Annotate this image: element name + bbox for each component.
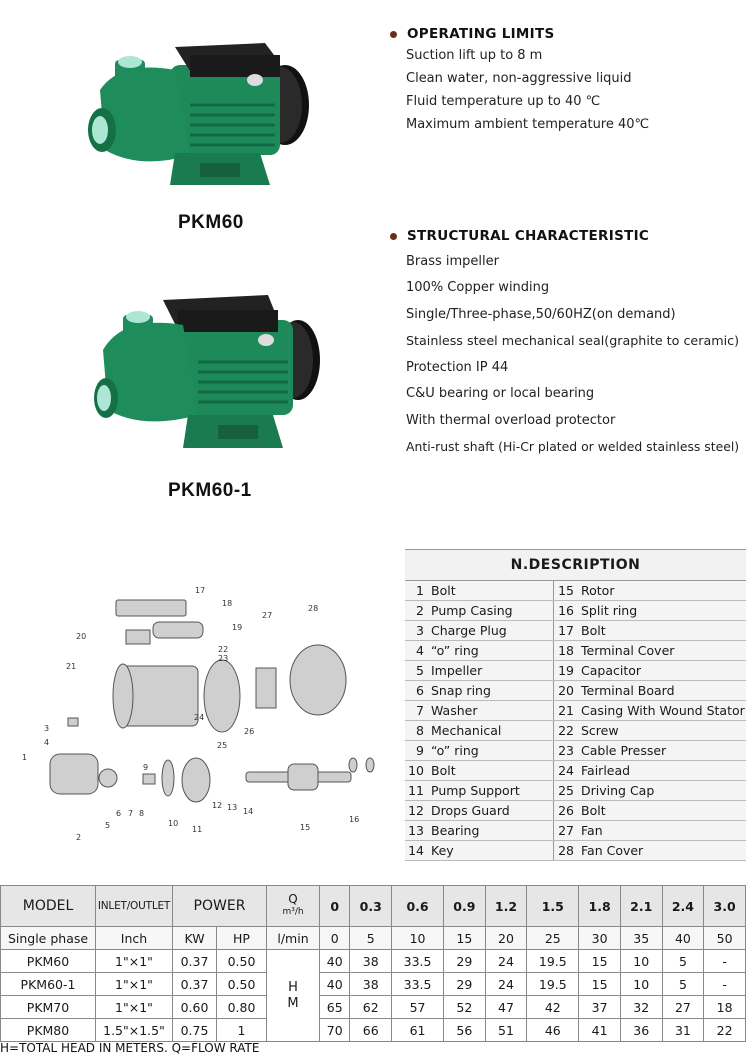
part-number: 27	[553, 821, 579, 841]
head-value: 15	[579, 950, 621, 973]
parts-description-table	[405, 549, 746, 861]
hp-cell: 0.50	[217, 973, 267, 996]
part-number: 3	[405, 621, 429, 641]
head-value: 40	[320, 973, 350, 996]
part-name: Rotor	[579, 581, 746, 601]
part-name: Mechanical	[429, 721, 553, 741]
part-number: 7	[405, 701, 429, 721]
head-value: -	[704, 950, 746, 973]
part-name: Fan Cover	[579, 841, 746, 861]
exploded-view-diagram	[8, 578, 393, 843]
spec-line: 100% Copper winding	[406, 280, 550, 295]
bullet-icon	[390, 233, 397, 240]
part-name: Bolt	[429, 761, 553, 781]
lmin-value: 20	[485, 927, 527, 950]
part-name: Bolt	[579, 801, 746, 821]
part-name: Fan	[579, 821, 746, 841]
inch-label: Inch	[96, 927, 173, 950]
part-number: 5	[405, 661, 429, 681]
diagram-number: 7	[128, 809, 134, 818]
diagram-number: 24	[194, 713, 205, 722]
description-row	[405, 641, 746, 661]
phase-label: Single phase	[1, 927, 96, 950]
description-row	[405, 741, 746, 761]
part-name: Driving Cap	[579, 781, 746, 801]
q-value: 2.1	[620, 886, 662, 927]
head-value: 33.5	[392, 973, 444, 996]
diagram-number: 9	[143, 763, 149, 772]
q-value: 3.0	[704, 886, 746, 927]
description-row	[405, 601, 746, 621]
part-number: 1	[405, 581, 429, 601]
part-name: Casing With Wound Stator	[579, 701, 746, 721]
head-m-label: M	[287, 995, 299, 1011]
lmin-value: 0	[320, 927, 350, 950]
part-number: 24	[553, 761, 579, 781]
diagram-number: 2	[76, 833, 82, 842]
description-row	[405, 581, 746, 601]
head-value: 5	[662, 950, 704, 973]
diagram-number: 27	[262, 611, 273, 620]
inlet-cell: 1.5"×1.5"	[96, 1019, 173, 1042]
q-label: Q	[288, 892, 298, 906]
head-value: 29	[444, 973, 486, 996]
head-value: 52	[444, 996, 486, 1019]
part-name: Terminal Board	[579, 681, 746, 701]
description-row	[405, 621, 746, 641]
description-row	[405, 681, 746, 701]
lmin-label: l/min	[267, 927, 320, 950]
description-row	[405, 761, 746, 781]
head-value: 66	[350, 1019, 392, 1042]
head-value: 19.5	[527, 950, 579, 973]
model-cell: PKM60-1	[1, 973, 96, 996]
diagram-number: 28	[308, 604, 319, 613]
structural-heading	[390, 228, 649, 244]
spec-line: Fluid temperature up to 40 ℃	[406, 94, 601, 109]
spec-line: With thermal overload protector	[406, 413, 616, 428]
part-number: 13	[405, 821, 429, 841]
bullet-icon	[390, 31, 397, 38]
spec-line: Stainless steel mechanical seal(graphite to ceramic)	[406, 333, 740, 348]
description-row	[405, 841, 746, 861]
part-name: Fairlead	[579, 761, 746, 781]
inlet-header: INLET/OUTLET	[96, 886, 173, 927]
head-value: 31	[662, 1019, 704, 1042]
part-number: 22	[553, 721, 579, 741]
head-value: 33.5	[392, 950, 444, 973]
description-row	[405, 781, 746, 801]
part-name: Drops Guard	[429, 801, 553, 821]
lmin-value: 15	[444, 927, 486, 950]
part-name: Capacitor	[579, 661, 746, 681]
perf-header-row	[1, 886, 746, 927]
part-name: Charge Plug	[429, 621, 553, 641]
perf-row	[1, 1019, 746, 1042]
part-name: Washer	[429, 701, 553, 721]
q-value: 0	[320, 886, 350, 927]
spec-line: C&U bearing or local bearing	[406, 386, 595, 401]
diagram-number: 1	[22, 753, 28, 762]
part-name: Terminal Cover	[579, 641, 746, 661]
part-number: 28	[553, 841, 579, 861]
diagram-number: 17	[195, 586, 206, 595]
operating-limits-heading	[390, 26, 555, 42]
model-cell: PKM70	[1, 996, 96, 1019]
diagram-number: 10	[168, 819, 179, 828]
head-value: 15	[579, 973, 621, 996]
part-number: 10	[405, 761, 429, 781]
hp-cell: 0.50	[217, 950, 267, 973]
diagram-number: 11	[192, 825, 203, 834]
head-value: 47	[485, 996, 527, 1019]
diagram-number: 8	[139, 809, 145, 818]
lmin-value: 40	[662, 927, 704, 950]
part-number: 21	[553, 701, 579, 721]
head-unit-cell	[267, 950, 320, 1042]
head-value: 65	[320, 996, 350, 1019]
q-header	[267, 886, 320, 927]
part-name: Bolt	[429, 581, 553, 601]
head-h-label: H	[288, 979, 298, 995]
diagram-number: 15	[300, 823, 311, 832]
lmin-value: 50	[704, 927, 746, 950]
diagram-number: 20	[76, 632, 87, 641]
diagram-number: 22	[218, 645, 229, 654]
head-value: 19.5	[527, 973, 579, 996]
diagram-number: 6	[116, 809, 122, 818]
spec-line: Brass impeller	[406, 254, 499, 269]
part-name: Pump Casing	[429, 601, 553, 621]
description-row	[405, 801, 746, 821]
description-title: N.DESCRIPTION	[405, 550, 746, 581]
diagram-number: 23	[218, 654, 229, 663]
head-value: 37	[579, 996, 621, 1019]
head-value: 32	[620, 996, 662, 1019]
diagram-number: 21	[66, 662, 77, 671]
part-name: Pump Support	[429, 781, 553, 801]
kw-label: KW	[173, 927, 217, 950]
spec-line: Maximum ambient temperature 40℃	[406, 117, 650, 132]
part-number: 8	[405, 721, 429, 741]
q-value: 1.2	[485, 886, 527, 927]
kw-cell: 0.60	[173, 996, 217, 1019]
head-value: 40	[320, 950, 350, 973]
part-name: Key	[429, 841, 553, 861]
product-model-label: PKM60-1	[168, 480, 252, 501]
power-header: POWER	[173, 886, 267, 927]
diagram-number: 25	[217, 741, 228, 750]
inlet-cell: 1"×1"	[96, 996, 173, 1019]
lmin-value: 30	[579, 927, 621, 950]
part-number: 19	[553, 661, 579, 681]
diagram-number: 4	[44, 738, 50, 747]
pump-image-pkm60	[80, 35, 315, 200]
model-cell: PKM60	[1, 950, 96, 973]
q-value: 0.3	[350, 886, 392, 927]
kw-cell: 0.37	[173, 973, 217, 996]
description-row	[405, 661, 746, 681]
head-value: 51	[485, 1019, 527, 1042]
model-header: MODEL	[1, 886, 96, 927]
head-value: 10	[620, 973, 662, 996]
diagram-number: 14	[243, 807, 254, 816]
part-name: Bearing	[429, 821, 553, 841]
part-number: 6	[405, 681, 429, 701]
head-value: 38	[350, 973, 392, 996]
part-name: Cable Presser	[579, 741, 746, 761]
description-row	[405, 721, 746, 741]
perf-row	[1, 973, 746, 996]
spec-line: Suction lift up to 8 m	[406, 48, 543, 63]
diagram-number: 13	[227, 803, 238, 812]
kw-cell: 0.37	[173, 950, 217, 973]
part-number: 23	[553, 741, 579, 761]
head-value: 29	[444, 950, 486, 973]
description-row	[405, 701, 746, 721]
part-number: 18	[553, 641, 579, 661]
diagram-number: 16	[349, 815, 360, 824]
hp-cell: 0.80	[217, 996, 267, 1019]
part-number: 2	[405, 601, 429, 621]
lmin-value: 10	[392, 927, 444, 950]
perf-row	[1, 950, 746, 973]
head-value: 18	[704, 996, 746, 1019]
part-number: 25	[553, 781, 579, 801]
q-value: 0.6	[392, 886, 444, 927]
diagram-number: 19	[232, 623, 243, 632]
inlet-cell: 1"×1"	[96, 973, 173, 996]
head-value: 24	[485, 950, 527, 973]
head-value: 36	[620, 1019, 662, 1042]
lmin-value: 35	[620, 927, 662, 950]
head-value: 27	[662, 996, 704, 1019]
part-name: Split ring	[579, 601, 746, 621]
head-value: 38	[350, 950, 392, 973]
q-value: 0.9	[444, 886, 486, 927]
part-number: 4	[405, 641, 429, 661]
part-number: 12	[405, 801, 429, 821]
head-value: 10	[620, 950, 662, 973]
diagram-number: 3	[44, 724, 50, 733]
spec-line: Clean water, non-aggressive liquid	[406, 71, 632, 86]
perf-row	[1, 996, 746, 1019]
head-value: 42	[527, 996, 579, 1019]
spec-line: Single/Three-phase,50/60HZ(on demand)	[406, 307, 676, 322]
part-number: 9	[405, 741, 429, 761]
diagram-number: 5	[105, 821, 111, 830]
head-value: 46	[527, 1019, 579, 1042]
performance-table	[0, 885, 746, 1042]
part-name: Impeller	[429, 661, 553, 681]
head-value: 56	[444, 1019, 486, 1042]
head-value: 62	[350, 996, 392, 1019]
kw-cell: 0.75	[173, 1019, 217, 1042]
head-value: -	[704, 973, 746, 996]
head-value: 61	[392, 1019, 444, 1042]
diagram-number: 12	[212, 801, 223, 810]
footnote: H=TOTAL HEAD IN METERS. Q=FLOW RATE	[0, 1041, 260, 1055]
hp-cell: 1	[217, 1019, 267, 1042]
pump-image-pkm60-1	[88, 290, 323, 460]
hp-label: HP	[217, 927, 267, 950]
part-number: 16	[553, 601, 579, 621]
diagram-number: 26	[244, 727, 255, 736]
part-name: “o” ring	[429, 641, 553, 661]
spec-line: Protection IP 44	[406, 360, 509, 375]
head-value: 41	[579, 1019, 621, 1042]
head-value: 70	[320, 1019, 350, 1042]
head-value: 5	[662, 973, 704, 996]
product-model-label: PKM60	[178, 212, 244, 233]
model-cell: PKM80	[1, 1019, 96, 1042]
q-value: 2.4	[662, 886, 704, 927]
q-unit: m³/h	[282, 907, 304, 917]
part-number: 17	[553, 621, 579, 641]
part-name: Screw	[579, 721, 746, 741]
part-number: 14	[405, 841, 429, 861]
description-row	[405, 821, 746, 841]
part-number: 11	[405, 781, 429, 801]
inlet-cell: 1"×1"	[96, 950, 173, 973]
spec-line: Anti-rust shaft (Hi-Cr plated or welded stainless steel)	[406, 439, 740, 454]
part-number: 15	[553, 581, 579, 601]
part-name: Bolt	[579, 621, 746, 641]
q-value: 1.8	[579, 886, 621, 927]
head-value: 22	[704, 1019, 746, 1042]
part-number: 26	[553, 801, 579, 821]
part-name: Snap ring	[429, 681, 553, 701]
part-number: 20	[553, 681, 579, 701]
perf-subheader-row	[1, 927, 746, 950]
lmin-value: 5	[350, 927, 392, 950]
lmin-value: 25	[527, 927, 579, 950]
heading-text: STRUCTURAL CHARACTERISTIC	[407, 228, 650, 244]
diagram-number: 18	[222, 599, 233, 608]
q-value: 1.5	[527, 886, 579, 927]
part-name: “o” ring	[429, 741, 553, 761]
heading-text: OPERATING LIMITS	[407, 26, 555, 42]
head-value: 24	[485, 973, 527, 996]
head-value: 57	[392, 996, 444, 1019]
